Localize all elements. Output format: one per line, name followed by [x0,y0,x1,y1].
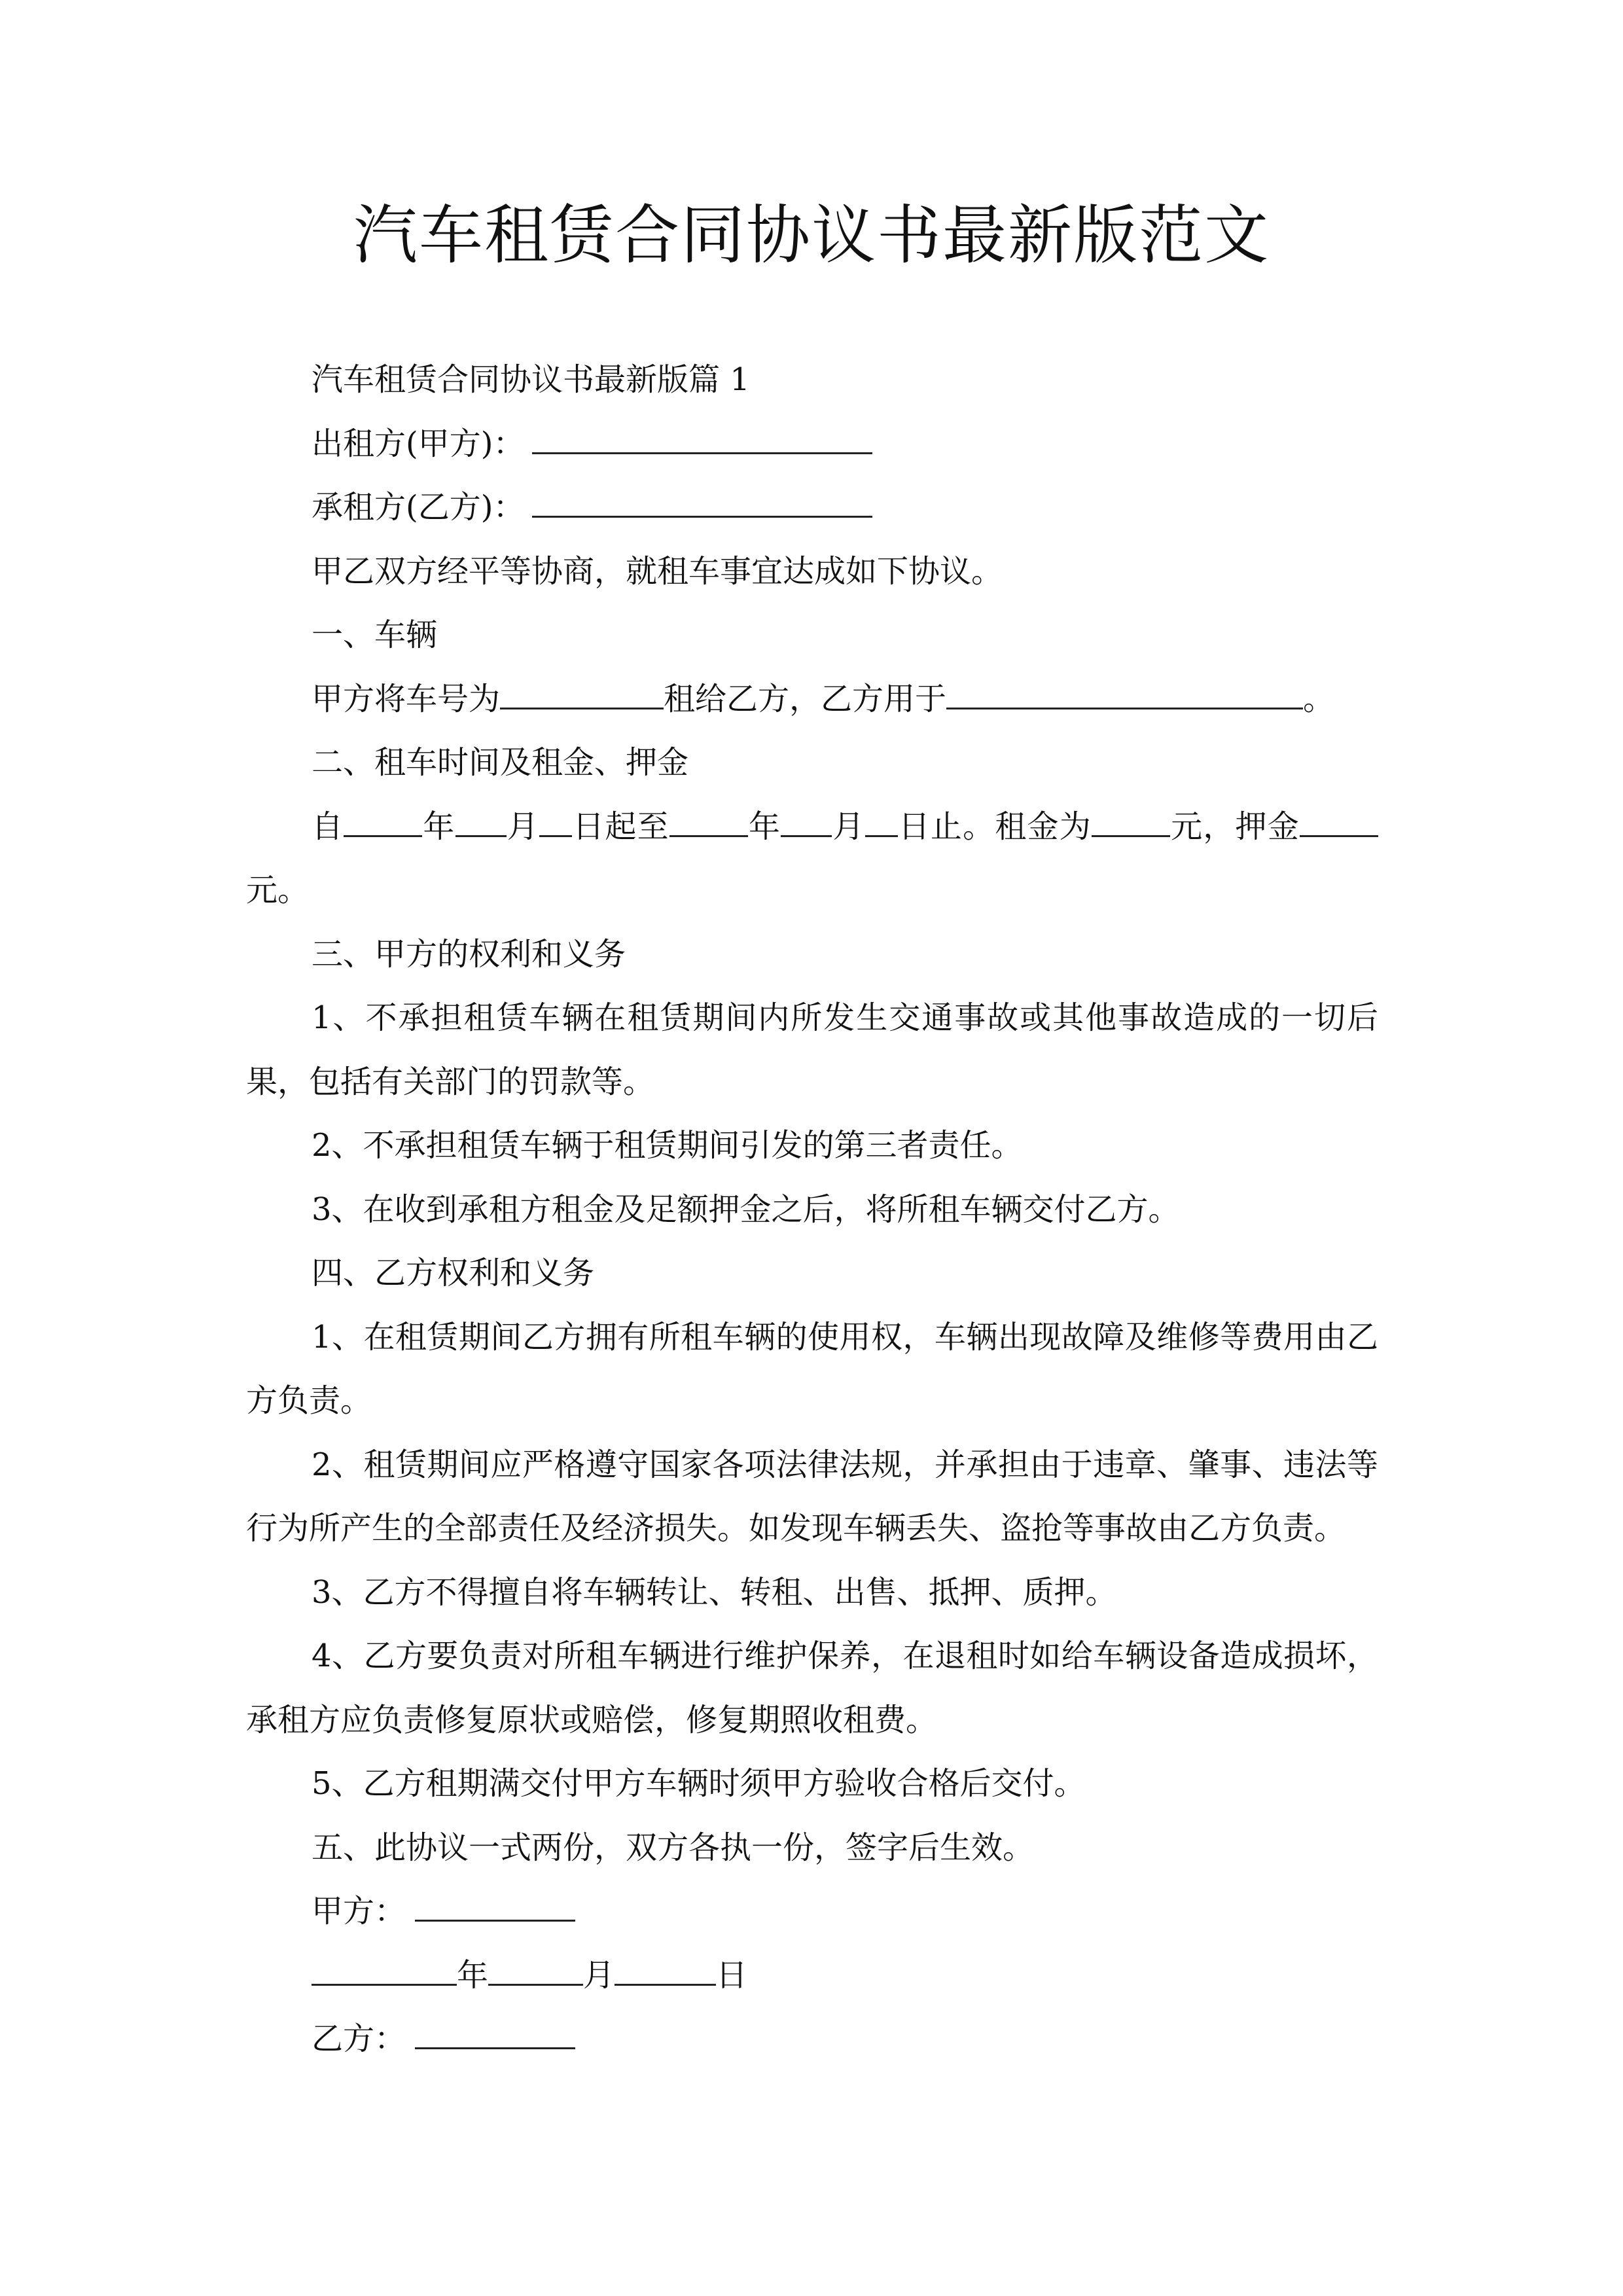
section4-item-2: 2、租赁期间应严格遵守国家各项法律法规，并承担由于违章、肇事、违法等行为所产生的全部责任及经济损失。如发现车辆丢失、盗抢等事故由乙方负责。 [246,1446,1378,1547]
document-subtitle: 汽车租赁合同协议书最新版篇 1 [312,361,750,398]
lessee-label: 承租方(乙方)： [312,489,525,526]
party-a-signature-blank[interactable] [415,1919,575,1922]
lessee-line [246,476,1378,540]
lessor-label: 出租方(甲方)： [312,425,525,462]
section4-item-5: 5、乙方租期满交付甲方车辆时须甲方验收合格后交付。 [312,1765,1086,1802]
preamble: 甲乙双方经平等协商，就租车事宜达成如下协议。 [312,552,1003,590]
section5-heading: 五、此协议一式两份，双方各执一份，签字后生效。 [312,1829,1035,1866]
lessee-blank[interactable] [532,515,872,518]
section2-text [246,795,1378,923]
section4-heading: 四、乙方权利和义务 [312,1255,595,1291]
document-body [246,348,1378,2072]
party-b-signature-blank[interactable] [415,2047,575,2049]
section4-item-1: 1、在租赁期间乙方拥有所租车辆的使用权，车辆出现故障及维修等费用由乙方负责。 [246,1318,1378,1419]
sign-day-blank[interactable] [615,1983,716,1986]
yuan-deposit-label: 元，押金 [1169,808,1300,845]
end-day-blank[interactable] [865,834,898,837]
section3-item-1: 1、不承担租赁车辆在租赁期间内所发生交通事故或其他事故造成的一切后果，包括有关部门的罚款等。 [246,999,1378,1100]
signature-date-line [246,1944,1378,2008]
rent-blank[interactable] [1092,834,1170,837]
start-year-blank[interactable] [344,834,422,837]
section1-text-c: 。 [1303,680,1335,717]
section1-heading: 一、车辆 [312,617,438,653]
start-month-blank[interactable] [455,834,507,837]
section1-text [246,668,1378,732]
party-a-signature-line [246,1880,1378,1944]
sign-month-label: 月 [583,1956,615,1994]
sign-day-label: 日 [716,1956,748,1994]
section4-item-3: 3、乙方不得擅自将车辆转让、转租、出售、抵押、质押。 [312,1573,1117,1611]
from-label: 自 [312,808,344,845]
section2-heading: 二、租车时间及租金、押金 [312,744,689,781]
day-from-label: 日起至 [571,808,669,845]
sign-year-label: 年 [457,1956,489,1994]
usage-blank[interactable] [946,707,1303,709]
section1-text-a: 甲方将车号为 [312,680,501,717]
year-label: 年 [422,808,455,845]
deposit-blank[interactable] [1300,834,1378,837]
plate-number-blank[interactable] [500,707,664,709]
party-a-label: 甲方： [312,1893,406,1929]
sign-month-blank[interactable] [488,1983,583,1986]
month-label: 月 [832,808,865,845]
year-label: 年 [747,808,781,845]
lessor-line [246,412,1378,476]
lessor-blank[interactable] [532,452,872,454]
month-label: 月 [506,808,539,845]
party-b-label: 乙方： [312,2020,406,2057]
start-day-blank[interactable] [539,834,572,837]
sign-year-blank[interactable] [312,1983,457,1986]
party-b-signature-line [246,2007,1378,2072]
document-title: 汽车租赁合同协议书最新版范文 [353,198,1270,273]
section3-item-2: 2、不承担租赁车辆于租赁期间引发的第三者责任。 [312,1127,1023,1164]
end-year-blank[interactable] [669,834,748,837]
section3-heading: 三、甲方的权利和义务 [312,935,626,973]
section3-item-3: 3、在收到承租方租金及足额押金之后，将所租车辆交付乙方。 [312,1191,1180,1228]
section4-item-4: 4、乙方要负责对所租车辆进行维护保养，在退租时如给车辆设备造成损坏，承租方应负责修复原状或赔偿，修复期照收租费。 [246,1638,1378,1738]
yuan-end-label: 元。 [246,872,310,908]
section1-text-b: 租给乙方，乙方用于 [664,680,947,717]
day-to-label: 日止。租金为 [897,808,1092,845]
end-month-blank[interactable] [781,834,832,837]
